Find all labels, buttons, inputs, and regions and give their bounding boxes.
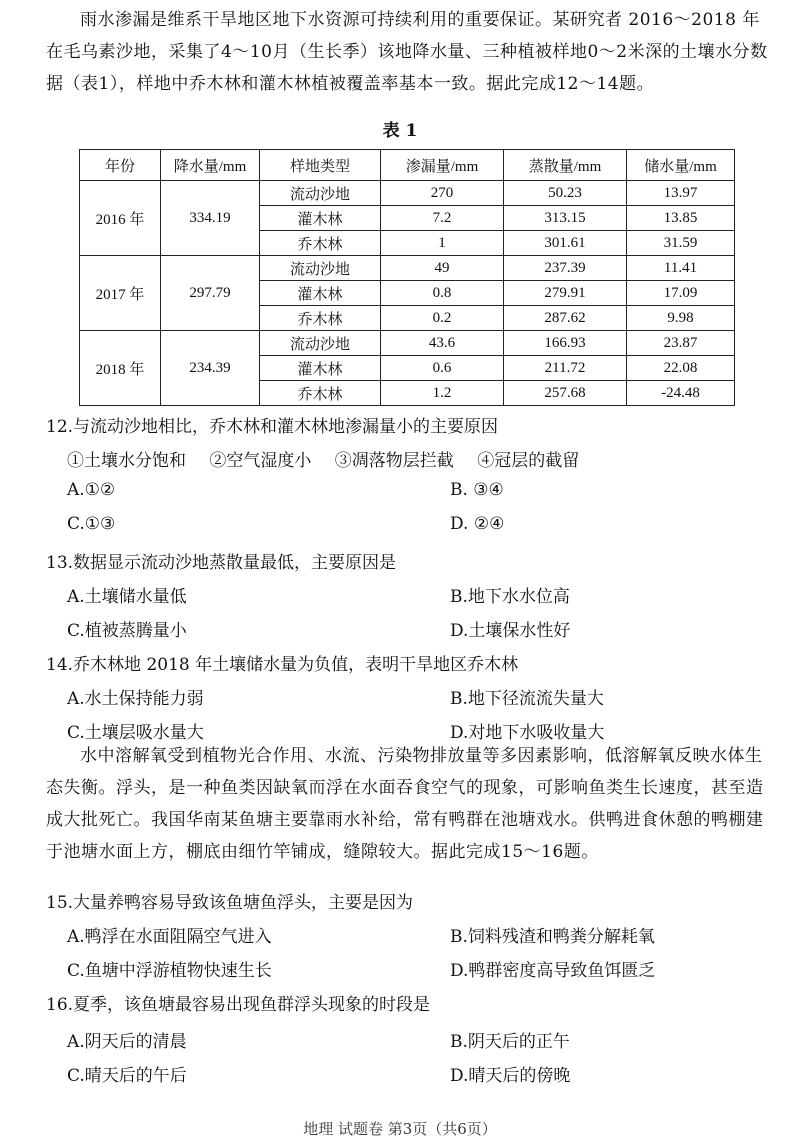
- leak-cell: 7.2: [381, 206, 504, 231]
- leak-cell: 0.2: [381, 306, 504, 331]
- q16-option-b[interactable]: B.阴天后的正午: [450, 1032, 570, 1052]
- q12-statements: ①土壤水分饱和 ②空气湿度小 ③凋落物层拦截 ④冠层的截留: [67, 451, 580, 471]
- storage-cell: 31.59: [627, 231, 735, 256]
- storage-cell: 13.97: [627, 181, 735, 206]
- evap-cell: 237.39: [504, 256, 627, 281]
- leak-cell: 43.6: [381, 331, 504, 356]
- header-rain: 降水量/mm: [161, 150, 260, 181]
- evap-cell: 313.15: [504, 206, 627, 231]
- q12-option-c[interactable]: C.①③: [67, 514, 116, 534]
- q14-option-b[interactable]: B.地下径流流失量大: [450, 689, 604, 709]
- header-storage: 储水量/mm: [627, 150, 735, 181]
- site-cell: 乔木林: [260, 381, 381, 406]
- storage-cell: 11.41: [627, 256, 735, 281]
- site-cell: 乔木林: [260, 306, 381, 331]
- rain-cell: 334.19: [161, 181, 260, 256]
- leak-cell: 49: [381, 256, 504, 281]
- storage-cell: -24.48: [627, 381, 735, 406]
- site-cell: 灌木林: [260, 281, 381, 306]
- q16-option-a[interactable]: A.阴天后的清晨: [67, 1032, 187, 1052]
- site-cell: 乔木林: [260, 231, 381, 256]
- q16-option-d[interactable]: D.晴天后的傍晚: [450, 1066, 571, 1086]
- header-site: 样地类型: [260, 150, 381, 181]
- storage-cell: 22.08: [627, 356, 735, 381]
- site-cell: 流动沙地: [260, 331, 381, 356]
- intro-paragraph: 雨水渗漏是维系干旱地区地下水资源可持续利用的重要保证。某研究者 2016～2018 年在毛乌素沙地，采集了4～10月（生长季）该地降水量、三种植被样地0～2米深的土壤水分数据（表1），样地中乔木林和灌木林植被覆盖率基本一致。据此完成12～14题。: [46, 10, 768, 94]
- year-cell: 2018 年: [80, 331, 161, 406]
- q13-option-d[interactable]: D.土壤保水性好: [450, 621, 571, 641]
- header-evap: 蒸散量/mm: [504, 150, 627, 181]
- q15-option-b[interactable]: B.饲料残渣和鸭粪分解耗氧: [450, 927, 655, 947]
- q15-option-a[interactable]: A.鸭浮在水面阻隔空气进入: [67, 927, 272, 947]
- q13-option-a[interactable]: A.土壤储水量低: [67, 587, 187, 607]
- q14-option-c[interactable]: C.土壤层吸水量大: [67, 723, 204, 743]
- site-cell: 流动沙地: [260, 256, 381, 281]
- q12-stem: 12.与流动沙地相比，乔木林和灌木林地渗漏量小的主要原因: [46, 417, 499, 437]
- page-footer: 地理 试题卷 第3页（共6页）: [303, 1120, 497, 1138]
- q12-option-d[interactable]: D. ②④: [450, 514, 505, 534]
- q13-option-b[interactable]: B.地下水水位高: [450, 587, 570, 607]
- intro2-paragraph: 水中溶解氧受到植物光合作用、水流、污染物排放量等多因素影响，低溶解氧反映水体生态失衡。浮头，是一种鱼类因缺氧而浮在水面吞食空气的现象，可影响鱼类生长速度，甚至造成大批死亡。我国华南某鱼塘主要靠雨水补给，常有鸭群在池塘戏水。供鸭进食休憩的鸭棚建于池塘水面上方，棚底由细竹竿铺成，缝隙较大。据此完成15～16题。: [46, 746, 764, 862]
- q13-stem: 13.数据显示流动沙地蒸散量最低，主要原因是: [46, 553, 397, 573]
- q12-option-a[interactable]: A.①②: [67, 480, 116, 500]
- evap-cell: 257.68: [504, 381, 627, 406]
- data-table: [79, 149, 735, 406]
- header-year: 年份: [80, 150, 161, 181]
- year-cell: 2017 年: [80, 256, 161, 331]
- leak-cell: 0.6: [381, 356, 504, 381]
- q16-stem: 16.夏季，该鱼塘最容易出现鱼群浮头现象的时段是: [46, 995, 431, 1015]
- q12-option-b[interactable]: B. ③④: [450, 480, 504, 500]
- leak-cell: 270: [381, 181, 504, 206]
- table-caption: 表 1: [382, 121, 418, 141]
- rain-cell: 297.79: [161, 256, 260, 331]
- table-header-row: [80, 150, 735, 181]
- evap-cell: 287.62: [504, 306, 627, 331]
- site-cell: 流动沙地: [260, 181, 381, 206]
- evap-cell: 211.72: [504, 356, 627, 381]
- q14-option-d[interactable]: D.对地下水吸收量大: [450, 723, 605, 743]
- leak-cell: 0.8: [381, 281, 504, 306]
- site-cell: 灌木林: [260, 206, 381, 231]
- q15-option-c[interactable]: C.鱼塘中浮游植物快速生长: [67, 961, 272, 981]
- q15-stem: 15.大量养鸭容易导致该鱼塘鱼浮头，主要是因为: [46, 893, 414, 913]
- q15-option-d[interactable]: D.鸭群密度高导致鱼饵匮乏: [450, 961, 656, 981]
- q13-option-c[interactable]: C.植被蒸腾量小: [67, 621, 187, 641]
- evap-cell: 166.93: [504, 331, 627, 356]
- year-cell: 2016 年: [80, 181, 161, 256]
- storage-cell: 9.98: [627, 306, 735, 331]
- leak-cell: 1: [381, 231, 504, 256]
- leak-cell: 1.2: [381, 381, 504, 406]
- evap-cell: 279.91: [504, 281, 627, 306]
- storage-cell: 13.85: [627, 206, 735, 231]
- table-row: [80, 181, 735, 206]
- storage-cell: 17.09: [627, 281, 735, 306]
- table-row: [80, 256, 735, 281]
- storage-cell: 23.87: [627, 331, 735, 356]
- evap-cell: 50.23: [504, 181, 627, 206]
- site-cell: 灌木林: [260, 356, 381, 381]
- evap-cell: 301.61: [504, 231, 627, 256]
- header-leak: 渗漏量/mm: [381, 150, 504, 181]
- q16-option-c[interactable]: C.晴天后的午后: [67, 1066, 187, 1086]
- table-row: [80, 331, 735, 356]
- rain-cell: 234.39: [161, 331, 260, 406]
- q14-option-a[interactable]: A.水土保持能力弱: [67, 689, 204, 709]
- q14-stem: 14.乔木林地 2018 年土壤储水量为负值，表明干旱地区乔木林: [46, 655, 519, 675]
